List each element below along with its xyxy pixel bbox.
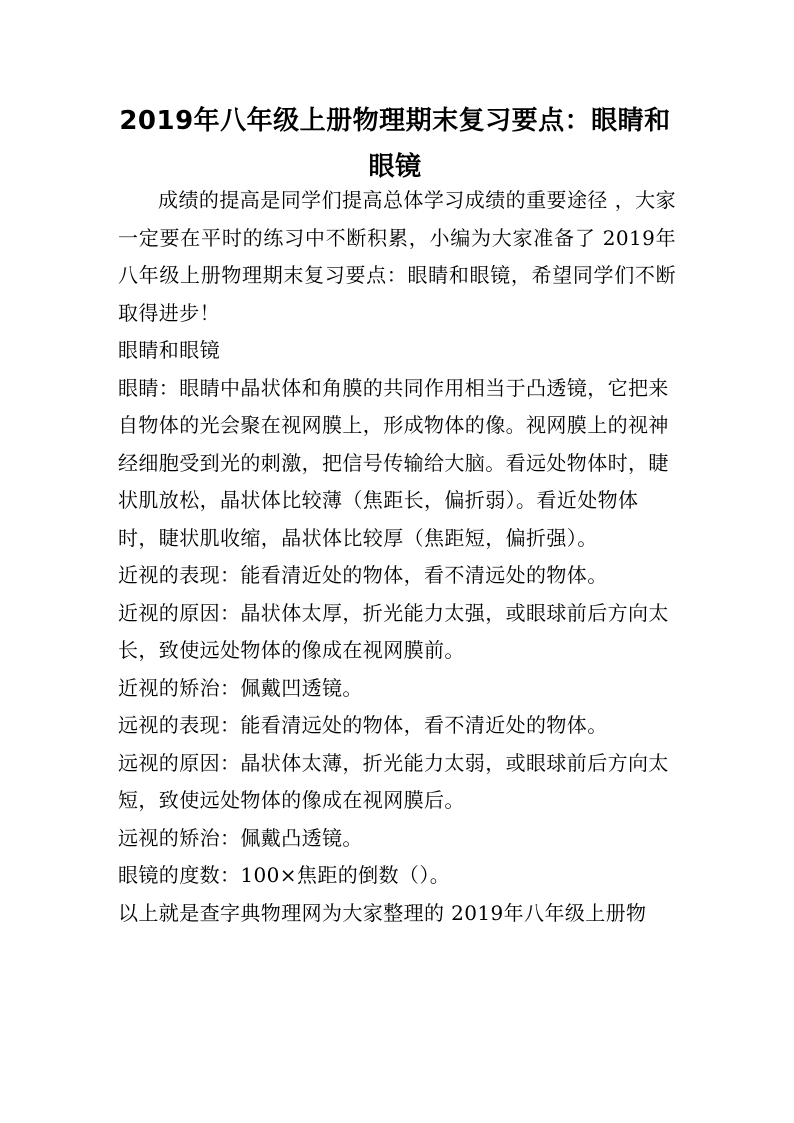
lens-power-paragraph: 眼镜的度数：100×焦距的倒数（）。 xyxy=(118,863,451,887)
myopia-correction-paragraph: 近视的矫治：佩戴凹透镜。 xyxy=(118,675,363,700)
hyperopia-cause-paragraph: 远视的原因：晶状体太薄，折光能力太弱，或眼球前后方向太短，致使远处物体的像成在视网膜后。 xyxy=(118,750,669,812)
myopia-cause-paragraph: 近视的原因：晶状体太厚，折光能力太强，或眼球前后方向太长，致使远处物体的像成在视网膜前。 xyxy=(118,600,669,662)
myopia-symptom-paragraph: 近视的表现：能看清近处的物体，看不清远处的物体。 xyxy=(118,563,608,587)
hyperopia-correction-paragraph: 远视的矫治：佩戴凸透镜。 xyxy=(118,825,363,850)
section-heading: 眼睛和眼镜 xyxy=(118,338,220,362)
document-title: 2019年八年级上册物理期末复习要点：眼睛和眼镜 xyxy=(119,106,671,182)
eye-paragraph: 眼睛：眼睛中晶状体和角膜的共同作用相当于凸透镜，它把来自物体的光会聚在视网膜上，形成物体的像。视网膜上的视神经细胞受到光的刺激，把信号传输给大脑。看远处物体时，睫状肌放松，晶状体比较薄（焦距长，偏折弱）。看近处物体时，睫状肌收缩，晶状体比较厚（焦距短，偏折强）。 xyxy=(118,375,669,550)
closing-paragraph: 以上就是查字典物理网为大家整理的 2019年八年级上册物 xyxy=(118,900,647,925)
intro-paragraph: 成绩的提高是同学们提高总体学习成绩的重要途径 ，大家一定要在平时的练习中不断积累，小编为大家准备了 2019年八年级上册物理期末复习要点：眼睛和眼镜，希望同学们不断取得进步！ xyxy=(118,188,676,325)
hyperopia-symptom-paragraph: 远视的表现：能看清远处的物体，看不清近处的物体。 xyxy=(118,713,608,737)
document-body xyxy=(118,182,676,932)
